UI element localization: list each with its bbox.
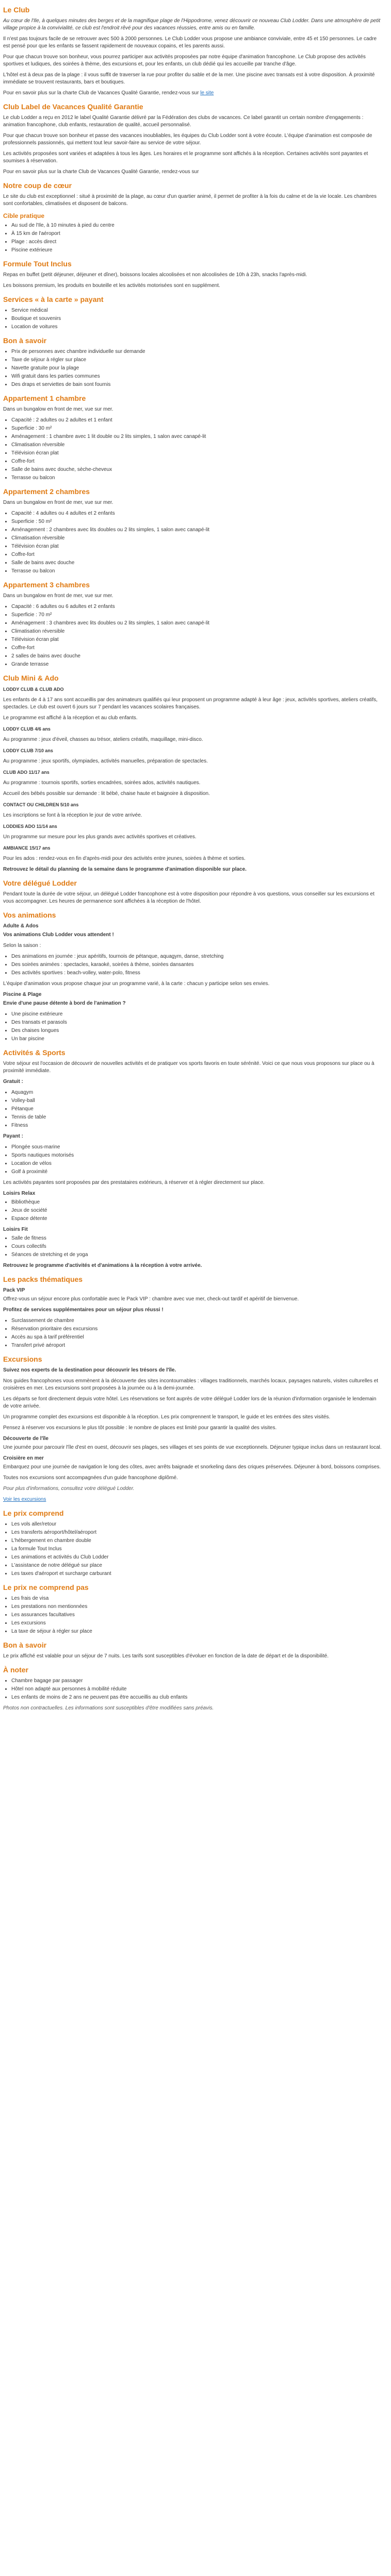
a-noter-list — [3, 1677, 382, 1701]
animations-paragraph: Selon la saison : — [3, 943, 41, 948]
list-item: • Capacité : 6 adultes ou 6 adultes et 2 enfants — [11, 603, 382, 611]
section-title-prix-non: Le prix ne comprend pas — [3, 1583, 89, 1591]
list-item: • Jeux de société — [11, 1207, 382, 1214]
excursions-paragraph: Une journée pour parcourir l'île d'est en ouest, découvrir ses plages, ses villages et ses points de vue exceptionnels. Déjeuner typique inclus dans un restaurant local. — [3, 1445, 382, 1450]
label-paragraph: Pour que chacun trouve son bonheur et passe des vacances inoubliables, les équipes du Club Lodder sont à votre écoute. L'équipe d'animation est composée de professionnels passionnés, qui mettent tout leur savoir-faire au service de votre séjour. — [3, 133, 372, 146]
club-group-label: LODDIES ADO 11/14 ans — [3, 824, 57, 829]
hero-paragraph: Pour que chacun trouve son bonheur, vous pourrez participer aux activités proposées par notre équipe d'animation francophone. Le Club propose des activités sportives et ludiques, des soirées à thème, des excursions et, pour les enfants, un club dédié qui les accueille par tranche d'âge. — [3, 54, 366, 67]
list-item: • Les assurances facultatives — [11, 1612, 382, 1619]
list-item: • Golf à proximité — [11, 1168, 382, 1176]
list-item: • Tennis de table — [11, 1114, 382, 1121]
cible-list — [3, 222, 382, 254]
list-item: • Les animations et activités du Club Lodder — [11, 1554, 382, 1561]
hero-paragraph: Il n'est pas toujours facile de se retrouver avec 500 à 2000 personnes. Le Club Lodder vous propose une ambiance conviviale, entre 45 et 150 personnes. Le cadre est pensé pour que les enfants se fassent rapidement de nouveaux copains, et les parents aussi. — [3, 36, 377, 49]
section-title-site: Notre coup de cœur — [3, 181, 72, 190]
list-item: • Les prestations non mentionnées — [11, 1603, 382, 1611]
app2-list — [3, 510, 382, 575]
list-item: • Une piscine extérieure — [11, 1011, 382, 1018]
section-title-prix: Le prix comprend — [3, 1509, 64, 1517]
list-item: • Terrasse ou balcon — [11, 474, 382, 482]
excursions-paragraph: Nos guides francophones vous emmènent à la découverte des sites incontournables : villages traditionnels, marchés locaux, paysages naturels, visites culturelles et croisières en mer. Les excursions sont proposées à la journée ou à la demi-journée. — [3, 1378, 379, 1391]
club-mini-paragraph: Retrouvez le détail du planning de la semaine dans le programme d'animation disponible sur place. — [3, 867, 247, 872]
section-title-app1: Appartement 1 chambre — [3, 394, 86, 402]
activites-label: Payant : — [3, 1133, 23, 1139]
list-item: • 2 salles de bains avec douche — [11, 653, 382, 660]
loisirs-fit-list — [3, 1235, 382, 1259]
excursions-paragraph: Pour plus d'informations, consultez votre délégué Lodder. — [3, 1486, 135, 1492]
section-title-cible: Cible pratique — [3, 212, 45, 219]
list-item: • L'hébergement en chambre double — [11, 1537, 382, 1545]
club-group-label: CONTACT OU CHILDREN 5/10 ans — [3, 802, 79, 807]
excursion-label: Croisière en mer — [3, 1455, 44, 1461]
section-title-club-mini: Club Mini & Ado — [3, 674, 59, 682]
list-item: • Superficie : 30 m² — [11, 425, 382, 432]
app3-paragraph: Dans un bungalow en front de mer, vue sur mer. — [3, 593, 113, 599]
club-group-text: Au programme : jeux d'éveil, chasses au trésor, ateliers créatifs, maquillage, mini-disco. — [3, 737, 203, 742]
list-item: • Au sud de l'Ile, à 10 minutes à pied du centre — [11, 222, 382, 229]
pack-label: Pack VIP — [3, 1287, 25, 1293]
list-item: • Climatisation réversible — [11, 442, 382, 449]
section-title-label: Club Label de Vacances Qualité Garantie — [3, 103, 143, 111]
piscine-label: Piscine & Plage — [3, 992, 42, 997]
list-item: • Réservation prioritaire des excursions — [11, 1326, 382, 1333]
list-item: • Superficie : 50 m² — [11, 518, 382, 526]
section-title-delegue: Votre délégué Lodder — [3, 879, 77, 887]
hero-paragraph: Pour en savoir plus sur la charte Club de Vacances Qualité Garantie, rendez-vous sur le site — [3, 90, 214, 96]
list-item: • Location de vélos — [11, 1160, 382, 1167]
pack-paragraph: Offrez-vous un séjour encore plus confortable avec le Pack VIP : chambre avec vue mer, check-out tardif et apéritif de bienvenue. — [3, 1296, 299, 1302]
list-item: • Télévision écran plat — [11, 450, 382, 457]
section-title-animations: Vos animations — [3, 911, 56, 919]
excursions-paragraph: Pensez à réserver vos excursions le plus tôt possible : le nombre de places est limité pour garantir la qualité des visites. — [3, 1425, 277, 1431]
animations-subtitle: Adulte & Ados — [3, 923, 39, 929]
list-item: • Séances de stretching et de yoga — [11, 1251, 382, 1259]
app3-list — [3, 603, 382, 668]
list-item: • Des chaises longues — [11, 1027, 382, 1035]
list-item: • Coffre-fort — [11, 645, 382, 652]
list-item: • Taxe de séjour à régler sur place — [11, 357, 382, 364]
label-paragraph: Pour en savoir plus sur la charte Club de Vacances Qualité Garantie, rendez-vous sur — [3, 169, 199, 175]
list-item: • Télévision écran plat — [11, 543, 382, 550]
list-item: • Coffre-fort — [11, 458, 382, 465]
list-item: • Aménagement : 2 chambres avec lits doubles ou 2 lits simples, 1 salon avec canapé-lit — [11, 527, 382, 534]
list-item: • Aménagement : 3 chambres avec lits doubles ou 2 lits simples, 1 salon avec canapé-lit — [11, 620, 382, 627]
list-item: • Accès au spa à tarif préférentiel — [11, 1334, 382, 1341]
animations-list — [3, 953, 382, 977]
piscine-list — [3, 1011, 382, 1043]
list-item: • Wifi gratuit dans les parties communes — [11, 373, 382, 380]
prix-non-list — [3, 1595, 382, 1635]
section-title-packs: Les packs thématiques — [3, 1275, 83, 1283]
bonsavoir-paragraph: Le prix affiché est valable pour un séjour de 7 nuits. Les tarifs sont susceptibles d'évoluer en fonction de la date de départ et de la disponibilité. — [3, 1653, 329, 1659]
section-title-services: Services « à la carte » payant — [3, 295, 104, 303]
list-item: • Aquagym — [11, 1089, 382, 1096]
club-group-text: Au programme : jeux sportifs, olympiades, activités manuelles, préparation de spectacles. — [3, 758, 208, 764]
loisirs-paragraph: Retrouvez le programme d'activités et d'animations à la réception à votre arrivée. — [3, 1263, 202, 1268]
list-item: • L'assistance de notre délégué sur place — [11, 1562, 382, 1569]
excursions-intro: Suivez nos experts de la destination pour découvrir les trésors de l'île. — [3, 1367, 176, 1373]
list-item: • Volley-ball — [11, 1097, 382, 1105]
club-mini-paragraph: Accueil des bébés possible sur demande : lit bébé, chaise haute et baignoire à disposition. — [3, 791, 210, 796]
app1-paragraph: Dans un bungalow en front de mer, vue sur mer. — [3, 406, 113, 412]
list-item: • Plongée sous-marine — [11, 1144, 382, 1151]
bonsavoir-paragraph: Photos non contractuelles. Les informations sont susceptibles d'être modifiées sans préavis. — [3, 1705, 214, 1711]
activites-paragraph: Votre séjour est l'occasion de découvrir de nouvelles activités et de pratiquer vos sports favoris en toute sérénité. Voici ce que nous vous proposons sur place ou à proximité immédiate. — [3, 1061, 374, 1074]
pack-label: Profitez de services supplémentaires pour un séjour plus réussi ! — [3, 1307, 164, 1313]
list-item: • Navette gratuite pour la plage — [11, 365, 382, 372]
list-item: • Service médical — [11, 307, 382, 314]
list-item: • Coffre-fort — [11, 551, 382, 558]
section-title-bonasavoir: Bon à savoir — [3, 336, 47, 345]
formule-paragraph: Repas en buffet (petit déjeuner, déjeuner et dîner), boissons locales alcoolisées et non alcoolisées de 10h à 23h, snacks l'après-midi. — [3, 272, 307, 278]
list-item: • Bibliothèque — [11, 1199, 382, 1206]
label-paragraph: Le club Lodder a reçu en 2012 le label Qualité Garantie délivré par la Fédération des clubs de vacances. Ce label garantit un certain nombre d'engagements : animation francophone, club enfants, restauration de qualité, accueil personnalisé. — [3, 115, 364, 128]
hero-link[interactable]: le site — [200, 90, 214, 96]
club-mini-paragraph: Les enfants de 4 à 17 ans sont accueillis par des animateurs qualifiés qui leur proposent un programme adapté à leur âge : jeux, activités sportives, ateliers créatifs, spectacles. Le club est ouvert 6 jours sur 7 pendant les vacances scolaires françaises. — [3, 697, 378, 710]
list-item: • Des activités sportives : beach-volley, water-polo, fitness — [11, 970, 382, 977]
section-title-bon-savoir: Bon à savoir — [3, 1641, 47, 1649]
delegue-paragraph: Pendant toute la durée de votre séjour, un délégué Lodder francophone est à votre disposition pour répondre à vos questions, vous conseiller sur les excursions et vous accompagner. Les heures de permanence sont affichées à la réception de l'hôtel. — [3, 891, 374, 904]
list-item: • Fitness — [11, 1122, 382, 1129]
hero-paragraph: L'hôtel est à deux pas de la plage : il vous suffit de traverser la rue pour profiter du sable et de la mer. Une piscine avec transats est à votre disposition. À proximité immédiate se trouvent restaurants, bars et boutiques. — [3, 72, 375, 85]
activites-free-list — [3, 1089, 382, 1129]
hero-paragraph: Au cœur de l'Ile, à quelques minutes des berges et de la magnifique plage de l'Hippodrome, venez découvrir ce nouveau Club Lodder. Dans une atmosphère de petit village propice à la convivialité, ce club est l'endroit rêvé pour des vacances réussies, entre amis ou en famille. — [3, 18, 381, 31]
app1-list — [3, 417, 382, 482]
list-item: • Un bar piscine — [11, 1036, 382, 1043]
excursions-paragraph: Toutes nos excursions sont accompagnées d'un guide francophone diplômé. — [3, 1475, 178, 1481]
list-item: • Les transferts aéroport/hôtel/aéroport — [11, 1529, 382, 1536]
list-item: • Les taxes d'aéroport et surcharge carburant — [11, 1570, 382, 1578]
excursions-link-wrap — [3, 1496, 382, 1503]
club-group-label: AMBIANCE 15/17 ans — [3, 845, 51, 851]
loisirs-label: Loisirs Relax — [3, 1191, 36, 1196]
site-paragraph: Le site du club est exceptionnel : situé à proximité de la plage, au cœur d'un quartier animé, il permet de profiter à la fois du calme et de la vie locale. Les chambres sont confortables, climatisées et disposent de balcons. — [3, 194, 377, 207]
list-item: • Salle de fitness — [11, 1235, 382, 1242]
excursion-label: Découverte de l'île — [3, 1436, 48, 1442]
club-group-text: Au programme : tournois sportifs, sorties encadrées, soirées ados, activités nautiques. — [3, 780, 201, 786]
list-item: • La formule Tout Inclus — [11, 1546, 382, 1553]
list-item: • Cours collectifs — [11, 1243, 382, 1250]
club-group-text: Un programme sur mesure pour les plus grands avec activités sportives et créatives. — [3, 834, 197, 840]
list-item: • Les enfants de moins de 2 ans ne peuvent pas être accueillis au club enfants — [11, 1694, 382, 1701]
list-item: • Plage : accès direct — [11, 239, 382, 246]
pack-list — [3, 1317, 382, 1349]
activites-label: Gratuit : — [3, 1079, 23, 1084]
list-item: • Chambre bagage par passager — [11, 1677, 382, 1685]
section-title-club: Le Club — [3, 6, 30, 14]
section-title-app2: Appartement 2 chambres — [3, 487, 90, 496]
list-item: • La taxe de séjour à régler sur place — [11, 1628, 382, 1635]
list-item: • Boutique et souvenirs — [11, 315, 382, 323]
club-group-label: LODDY CLUB 4/6 ans — [3, 726, 51, 732]
list-item: • À 15 km de l'aéroport — [11, 230, 382, 238]
bonasavoir-list — [3, 348, 382, 388]
excursions-link[interactable]: Voir les excursions — [3, 1497, 46, 1502]
list-item: • Salle de bains avec douche — [11, 560, 382, 567]
app2-paragraph: Dans un bungalow en front de mer, vue sur mer. — [3, 500, 113, 505]
list-item: • Climatisation réversible — [11, 628, 382, 635]
list-item: • Les excursions — [11, 1620, 382, 1627]
list-item: • Surclassement de chambre — [11, 1317, 382, 1325]
club-group-label: CLUB ADO 11/17 ans — [3, 770, 50, 775]
list-item: • Aménagement : 1 chambre avec 1 lit double ou 2 lits simples, 1 salon avec canapé-lit — [11, 433, 382, 440]
list-item: • Les frais de visa — [11, 1595, 382, 1602]
list-item: • Hôtel non adapté aux personnes à mobilité réduite — [11, 1686, 382, 1693]
animations-paragraph: L'équipe d'animation vous propose chaque jour un programme varié, à la carte : chacun y participe selon ses envies. — [3, 981, 270, 987]
excursions-paragraph: Embarquez pour une journée de navigation le long des côtes, avec arrêts baignade et snorkeling dans des criques préservées. Déjeuner à bord, boissons comprises. — [3, 1464, 381, 1470]
club-mini-label: LODDY CLUB & CLUB ADO — [3, 687, 64, 692]
list-item: • Transfert privé aéroport — [11, 1342, 382, 1349]
list-item: • Superficie : 70 m² — [11, 612, 382, 619]
section-title-app3: Appartement 3 chambres — [3, 581, 90, 589]
club-mini-paragraph: Le programme est affiché à la réception et au club enfants. — [3, 715, 138, 721]
section-title-formule: Formule Tout Inclus — [3, 260, 72, 268]
label-paragraph: Les activités proposées sont variées et adaptées à tous les âges. Les horaires et le programme sont affichés à la réception. Certaines activités sont payantes et soumises à réservation. — [3, 151, 368, 164]
services-list — [3, 307, 382, 331]
list-item: • Des transats et parasols — [11, 1019, 382, 1026]
activites-paragraph: Les activités payantes sont proposées par des prestataires extérieurs, à réserver et à régler directement sur place. — [3, 1180, 265, 1185]
list-item: • Prix de personnes avec chambre individuelle sur demande — [11, 348, 382, 355]
list-item: • Piscine extérieure — [11, 247, 382, 254]
list-item: • Location de voitures — [11, 324, 382, 331]
excursions-paragraph: Les départs se font directement depuis votre hôtel. Les réservations se font auprès de votre délégué Lodder lors de la réunion d'information organisée le lendemain de votre arrivée. — [3, 1396, 377, 1409]
list-item: • Des draps et serviettes de bain sont fournis — [11, 381, 382, 388]
section-title-activites: Activités & Sports — [3, 1048, 66, 1057]
section-title-a-noter: À noter — [3, 1666, 28, 1674]
section-title-excursions: Excursions — [3, 1355, 42, 1363]
list-item: • Télévision écran plat — [11, 636, 382, 643]
formule-paragraph: Les boissons premium, les produits en bouteille et les activités motorisées sont en supplément. — [3, 283, 220, 289]
list-item: • Climatisation réversible — [11, 535, 382, 542]
list-item: • Pétanque — [11, 1106, 382, 1113]
list-item: • Capacité : 4 adultes ou 4 adultes et 2 enfants — [11, 510, 382, 517]
list-item: • Les vols aller/retour — [11, 1521, 382, 1528]
page-content — [0, 5, 385, 1712]
list-item: • Terrasse ou balcon — [11, 568, 382, 575]
list-item: • Capacité : 2 adultes ou 2 adultes et 1 enfant — [11, 417, 382, 424]
activites-paid-list — [3, 1144, 382, 1176]
club-group-text: Pour les ados : rendez-vous en fin d'après-midi pour des activités entre jeunes, soirées à thème et sorties. — [3, 856, 246, 861]
loisirs-list — [3, 1199, 382, 1223]
list-item: • Des soirées animées : spectacles, karaoké, soirées à thème, soirées dansantes — [11, 961, 382, 969]
list-item: • Sports nautiques motorisés — [11, 1152, 382, 1159]
excursions-paragraph: Un programme complet des excursions est disponible à la réception. Les prix comprennent le transport, le guide et les entrées des sites visités. — [3, 1414, 331, 1420]
list-item: • Des animations en journée : jeux apéritifs, tournois de pétanque, aquagym, danse, stretching — [11, 953, 382, 960]
list-item: • Grande terrasse — [11, 661, 382, 668]
animations-subtitle-2: Vos animations Club Lodder vous attendent ! — [3, 932, 114, 938]
piscine-paragraph: Envie d'une pause détente à bord de l'animation ? — [3, 1001, 126, 1006]
list-item: • Salle de bains avec douche, sèche-cheveux — [11, 466, 382, 473]
loisirs-label: Loisirs Fit — [3, 1227, 28, 1232]
prix-list — [3, 1521, 382, 1578]
club-group-label: LODDY CLUB 7/10 ans — [3, 748, 53, 753]
list-item: • Espace détente — [11, 1215, 382, 1223]
club-group-text: Les inscriptions se font à la réception le jour de votre arrivée. — [3, 812, 142, 818]
